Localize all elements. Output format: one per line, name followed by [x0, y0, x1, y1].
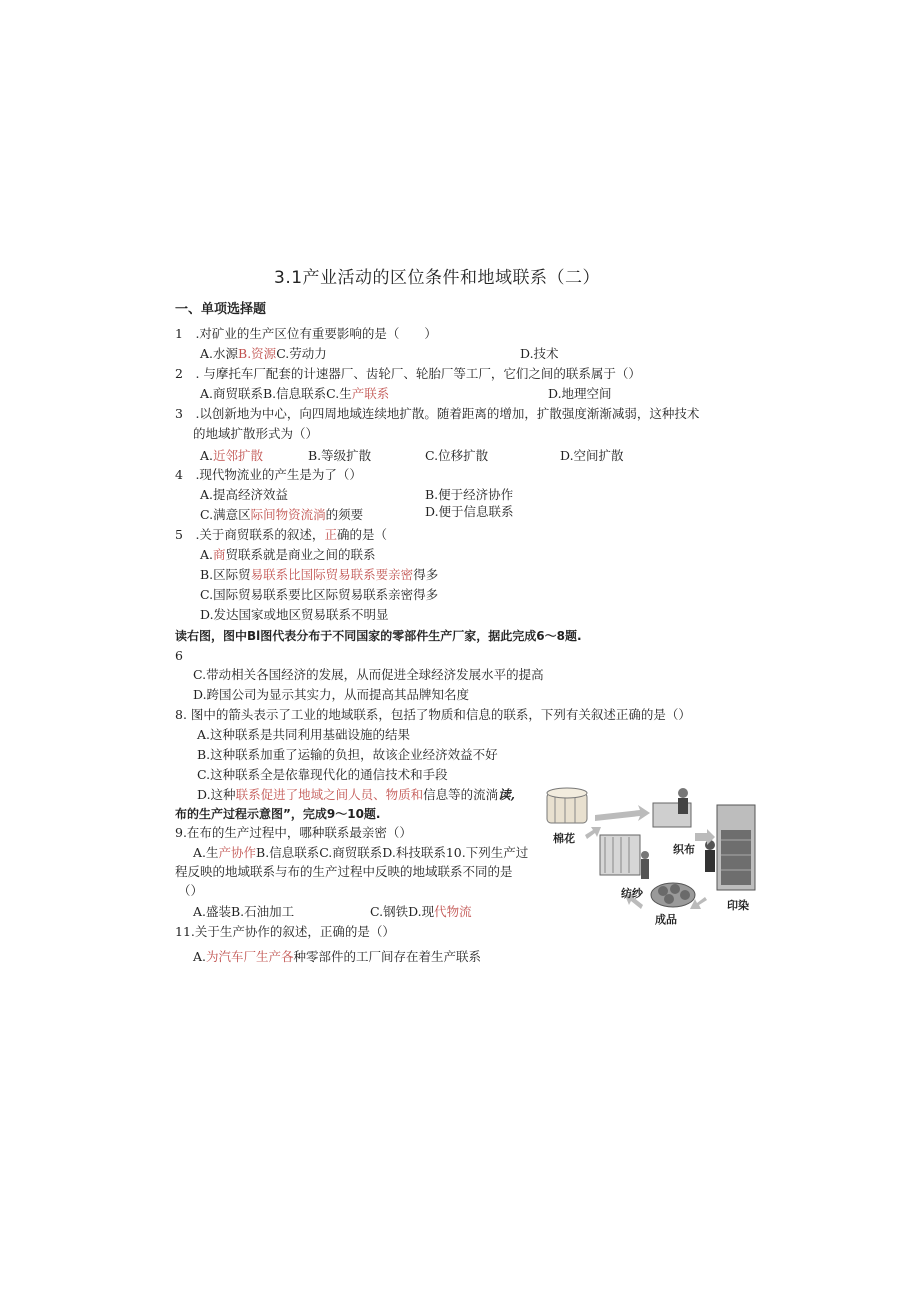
option-text: A. — [193, 949, 207, 964]
question-10-line2: 程反映的地域联系与布的生产过程中反映的地域联系不同的是 — [175, 864, 513, 879]
question-3-option-d: D.空间扩散 — [560, 448, 624, 463]
option-text-highlight: 际间物资流淌 — [250, 507, 326, 522]
figure-label-weaving: 织布 — [673, 843, 695, 856]
question-10-option-cd — [370, 904, 472, 920]
reading-prompt: 读右图，图中Bl图代表分布于不同国家的零部件生产厂家，据此完成6～8题. — [175, 629, 582, 643]
question-8-stem: 8. 图中的箭头表示了工业的地域联系，包括了物质和信息的联系，下列有关叙述正确的是（） — [175, 707, 691, 722]
question-3-stem-line2: 的地域扩散形式为（） — [193, 426, 319, 441]
question-3-option-c: C.位移扩散 — [425, 448, 489, 463]
option-text: B.区际贸 — [200, 567, 251, 582]
question-8-option-d — [197, 787, 515, 803]
cloth-production-figure — [545, 785, 760, 930]
figure-label-cotton: 棉花 — [553, 832, 575, 845]
question-4-option-d: D.便于信息联系 — [425, 504, 514, 519]
question-2-stem: 2 . 与摩托车厂配套的计速器厂、齿轮厂、轮胎厂等工厂，它们之间的联系属于（） — [175, 366, 641, 381]
question-10-option-ab: A.盛装B.石油加工 — [193, 904, 295, 919]
stem-text-highlight: 正 — [324, 527, 337, 542]
question-6-option-c: C.带动相关各国经济的发展，从而促进全球经济发展水平的提高 — [193, 667, 544, 682]
question-6-number: 6 — [175, 648, 183, 663]
option-text-highlight: 商 — [213, 547, 226, 562]
question-6-option-d: D.跨国公司为显示其实力，从而提高其品牌知名度 — [193, 687, 470, 702]
option-text: 信息等的流淌 — [423, 787, 499, 802]
question-11-option-a — [193, 949, 481, 965]
question-5-option-d: D.发达国家或地区贸易联系不明显 — [200, 607, 389, 622]
option-text-bold: 读, — [498, 787, 515, 802]
figure-label-dyeing: 印染 — [727, 899, 749, 912]
question-4-stem: 4 .现代物流业的产生是为了（） — [175, 467, 362, 482]
option-text: A. — [200, 547, 214, 562]
question-1-option-d: D.技术 — [520, 346, 559, 361]
question-9-options — [193, 845, 528, 861]
question-5-option-c: C.国际贸易联系要比区际贸易联系亲密得多 — [200, 587, 439, 602]
question-1-stem: 1 .对矿业的生产区位有重要影响的是（ ） — [175, 326, 437, 341]
option-text: 得多 — [413, 567, 439, 582]
option-text: B.信息联系C.商贸联系D.科技联系10.下列生产过 — [256, 845, 529, 860]
option-text-highlight: 代物流 — [434, 904, 472, 919]
question-4-option-a: A.提高经济效益 — [200, 487, 289, 502]
weaving-icon — [653, 788, 691, 827]
figure-label-spinning: 纺纱 — [621, 887, 643, 900]
option-text: C.满意区 — [200, 507, 251, 522]
question-3-option-a — [200, 448, 263, 464]
option-text: 贸联系就是商业之间的联系 — [225, 547, 376, 562]
option-text-highlight: 联系促进了地域之间人员、物质和 — [235, 787, 424, 802]
dyeing-machine-icon — [705, 805, 755, 890]
option-text: A.水源 — [200, 346, 239, 361]
option-text: A.生 — [193, 845, 219, 860]
option-text-highlight: 产协作 — [218, 845, 257, 860]
option-text: C.劳动力 — [276, 346, 327, 361]
cloth-production-diagram — [545, 785, 760, 930]
spinning-machine-icon — [600, 835, 649, 879]
stem-text: 确的是（ — [336, 527, 387, 542]
question-3-option-b: B.等级扩散 — [308, 448, 372, 463]
option-text: C.钢铁D.现 — [370, 904, 435, 919]
question-9-stem: 9.在布的生产过程中，哪种联系最亲密（） — [175, 825, 412, 840]
question-5-option-a — [200, 547, 376, 563]
reading-prompt-2: 布的生产过程示意图”，完成9～10题. — [175, 807, 381, 821]
question-8-option-c: C.这种联系全是依靠现代化的通信技术和手段 — [197, 767, 448, 782]
stem-text: 5 .关于商贸联系的叙述， — [175, 527, 325, 542]
option-text: D.这种 — [197, 787, 236, 802]
question-11-stem: 11.关于生产协作的叙述，正确的是（） — [175, 924, 395, 939]
option-text: A.商贸联系B.信息联系C.生 — [200, 386, 352, 401]
question-2-option-d: D.地理空间 — [548, 386, 612, 401]
option-text-highlight: 为汽车厂生产各 — [206, 949, 294, 964]
option-text: A. — [200, 448, 214, 463]
question-4-option-b: B.便于经济协作 — [425, 487, 514, 502]
finished-product-icon — [651, 883, 695, 907]
question-5-option-b — [200, 567, 438, 583]
option-text-highlight: 近邻扩散 — [213, 448, 264, 463]
option-text: 的须要 — [325, 507, 364, 522]
option-text: 种零部件的工厂间存在着生产联系 — [293, 949, 482, 964]
question-1-options — [200, 346, 327, 362]
figure-label-product: 成品 — [655, 913, 677, 926]
cotton-bales-icon — [547, 788, 587, 823]
question-2-options — [200, 386, 389, 402]
option-text-highlight: 易联系比国际贸易联系要亲密 — [250, 567, 414, 582]
question-5-stem — [175, 527, 387, 543]
question-8-option-a: A.这种联系是共同利用基础设施的结果 — [197, 727, 411, 742]
question-8-option-b: B.这种联系加重了运输的负担，故该企业经济效益不好 — [197, 747, 498, 762]
question-4-option-c — [200, 507, 363, 523]
section-heading: 一、单项选择题 — [175, 302, 267, 317]
question-3-stem-line1: 3 .以创新地为中心，向四周地域连续地扩散。随着距离的增加，扩散强度渐渐减弱，这种技术 — [175, 406, 700, 421]
page-title: 3.1产业活动的区位条件和地域联系（二） — [274, 268, 601, 288]
question-10-line3: （） — [178, 883, 204, 898]
option-text-highlight: 产联系 — [351, 386, 390, 401]
option-text-highlight: B.资源 — [238, 346, 277, 361]
